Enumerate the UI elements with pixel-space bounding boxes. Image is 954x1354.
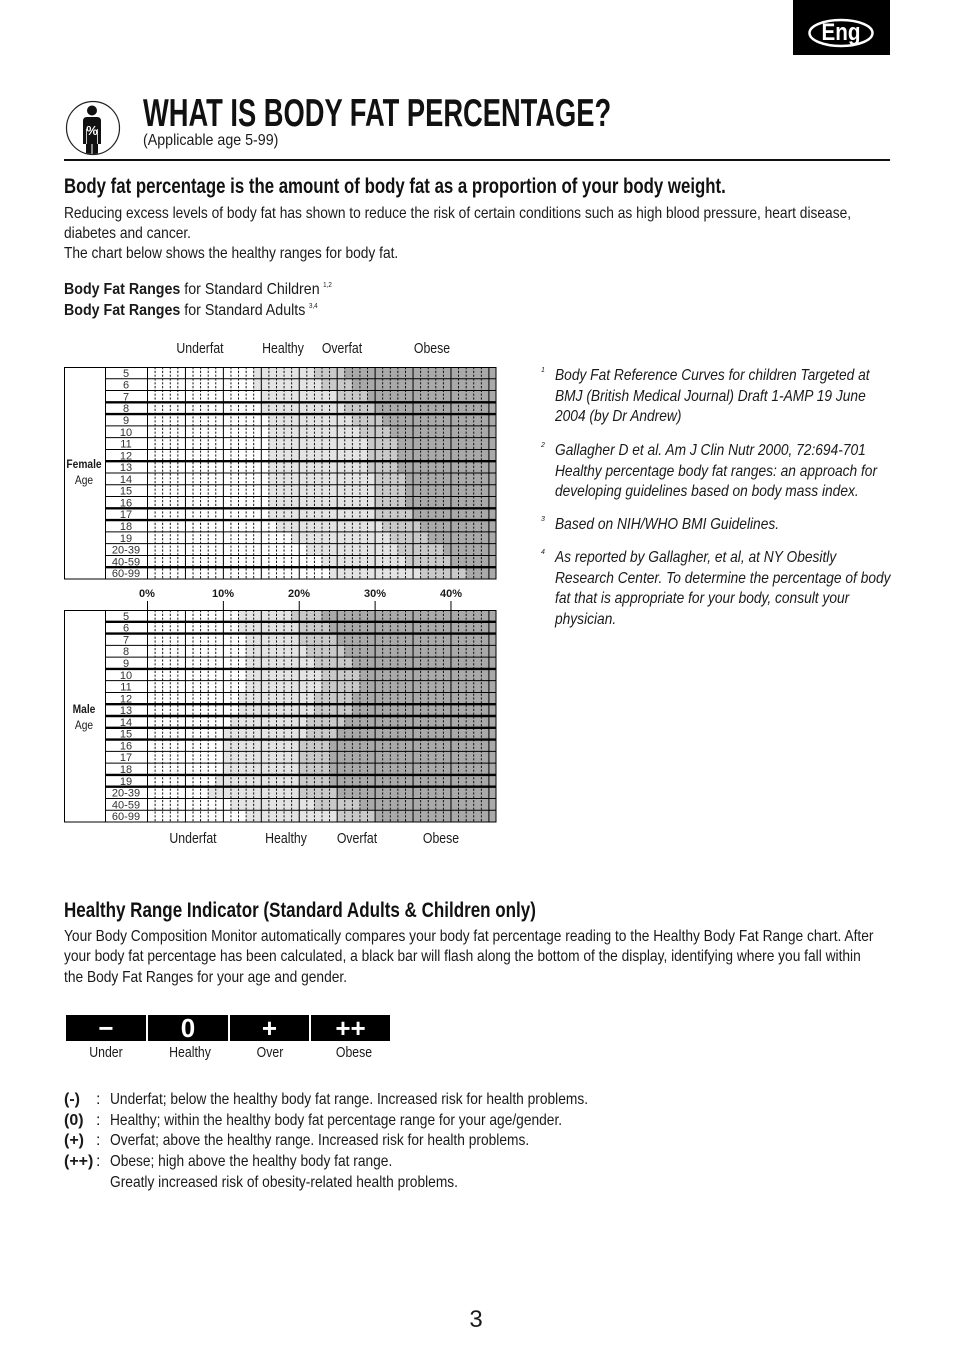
segment-obese	[428, 532, 496, 544]
segment-underfat	[147, 622, 238, 634]
age-label: 40-59	[111, 556, 141, 569]
segment-healthy	[253, 379, 321, 391]
indicator-line: your body fat percentage has been calculated, a black bar will flash along the bottom of the display, identifying where you fall within	[64, 948, 861, 965]
male-body-fat-chart	[64, 610, 497, 823]
age-label: 19	[119, 532, 133, 545]
page-title: WHAT IS BODY FAT PERCENTAGE?	[143, 92, 612, 135]
segment-underfat	[147, 508, 268, 520]
indicator-label-under: Under	[89, 1044, 123, 1061]
footnote-ref: 3,4	[308, 303, 318, 310]
footnote-line: Healthy percentage body fat ranges: an approach for	[555, 462, 878, 480]
chart-label-healthy: Healthy	[265, 830, 307, 847]
legend-separator: :	[96, 1132, 101, 1149]
age-label: 11	[120, 438, 132, 451]
segment-underfat	[147, 449, 268, 461]
age-label: 12	[119, 450, 133, 463]
chart-label-underfat: Underfat	[169, 830, 217, 847]
age-label: 60-99	[111, 568, 141, 580]
ranges-label: Body Fat Ranges	[64, 281, 181, 298]
ranges-adults-line	[64, 297, 318, 321]
segment-obese	[329, 775, 496, 787]
segment-healthy	[246, 669, 322, 681]
segment-overfat	[299, 740, 329, 752]
title-divider	[64, 159, 890, 161]
footnote-line: BMJ (British Medical Journal) Draft 1-AMP 19 June	[555, 387, 866, 405]
x-tick-label: 20%	[287, 588, 311, 600]
intro-line: The chart below shows the healthy ranges for body fat.	[64, 245, 399, 262]
segment-overfat	[344, 402, 374, 414]
indicator-label-healthy: Healthy	[169, 1044, 211, 1061]
intro-line: Reducing excess levels of body fat has shown to reduce the risk of certain conditions such as high blood pressure, heart disease,	[64, 205, 852, 222]
footnote-number: 3	[541, 516, 545, 523]
chart-row	[120, 485, 496, 498]
segment-underfat	[147, 567, 329, 579]
chart-row	[123, 645, 496, 658]
segment-obese	[329, 751, 496, 763]
chart-row	[120, 438, 496, 451]
age-label: 60-99	[111, 811, 141, 823]
legend-key: (0)	[64, 1112, 84, 1129]
footnote-line: 2004 (by Dr Andrew)	[555, 408, 682, 426]
legend-separator: :	[96, 1112, 101, 1129]
segment-obese	[329, 740, 496, 752]
plus-symbol: +	[261, 1013, 278, 1043]
age-label: 17	[119, 752, 133, 765]
segment-healthy	[322, 555, 405, 567]
segment-underfat	[147, 497, 268, 509]
chart-row	[120, 520, 496, 533]
segment-overfat	[299, 634, 337, 646]
segment-underfat	[147, 692, 238, 704]
chart-label-underfat: Underfat	[176, 340, 224, 357]
segment-healthy	[230, 798, 313, 810]
age-label: 10	[119, 426, 133, 439]
segment-overfat	[306, 728, 336, 740]
chart-row	[120, 669, 496, 682]
segment-obese	[367, 391, 496, 403]
age-label: 40-59	[111, 799, 141, 812]
segment-healthy	[246, 645, 307, 657]
ranges-text: for Standard Children	[180, 281, 320, 298]
legend-key: (+)	[64, 1132, 84, 1149]
double-plus-symbol: ++	[335, 1013, 366, 1043]
segment-healthy	[261, 402, 344, 414]
segment-obese	[344, 367, 496, 379]
segment-healthy	[253, 367, 314, 379]
intro-line: diabetes and cancer.	[64, 225, 191, 242]
footnote-line: developing guidelines based on body mass index.	[555, 483, 859, 501]
indicator-line: Your Body Composition Monitor automatically compares your body fat percentage reading to the Healthy Body Fat Range chart. After	[64, 928, 874, 945]
segment-overfat	[375, 497, 405, 509]
segment-healthy	[246, 681, 322, 693]
age-label: 7	[122, 391, 130, 404]
chart-row	[120, 532, 496, 545]
segment-healthy	[238, 704, 314, 716]
segment-obese	[337, 728, 496, 740]
segment-underfat	[147, 544, 306, 556]
legend-key: (-)	[64, 1091, 80, 1108]
segment-underfat	[147, 402, 261, 414]
segment-healthy	[246, 634, 299, 646]
segment-overfat	[299, 751, 329, 763]
segment-healthy	[246, 657, 314, 669]
page-number: 3	[469, 1306, 483, 1333]
segment-overfat	[306, 716, 344, 728]
legend-text: Healthy; within the healthy body fat percentage range for your age/gender.	[110, 1112, 563, 1129]
chart-row	[120, 426, 496, 439]
indicator-label-over: Over	[256, 1044, 284, 1061]
segment-underfat	[147, 716, 230, 728]
segment-overfat	[314, 367, 344, 379]
segment-obese	[359, 681, 496, 693]
segment-obese	[352, 657, 496, 669]
segment-overfat	[299, 763, 329, 775]
segment-healthy	[268, 414, 351, 426]
legend-separator: :	[96, 1153, 101, 1170]
indicator-under-segment	[66, 1015, 146, 1041]
segment-overfat	[306, 645, 344, 657]
segment-overfat	[299, 787, 337, 799]
indicator-healthy-segment	[148, 1015, 228, 1041]
age-label: 13	[119, 462, 133, 475]
segment-obese	[359, 669, 496, 681]
chart-label-obese: Obese	[422, 830, 460, 847]
segment-underfat	[147, 438, 268, 450]
segment-obese	[352, 692, 496, 704]
chart-row	[112, 798, 496, 811]
chart-row	[120, 740, 496, 753]
segment-underfat	[147, 426, 268, 438]
chart-row	[120, 751, 496, 764]
age-label: 14	[119, 473, 133, 486]
segment-obese	[337, 787, 496, 799]
age-label: 20-39	[111, 544, 141, 557]
segment-underfat	[147, 645, 246, 657]
legend-text: Underfat; below the healthy body fat range. Increased risk for health problems.	[110, 1091, 589, 1108]
segment-overfat	[322, 681, 360, 693]
age-label: 5	[122, 610, 130, 623]
chart-row	[123, 634, 496, 647]
female-body-fat-chart	[64, 367, 497, 580]
chart-label-overfat: Overfat	[336, 830, 378, 847]
segment-healthy	[268, 508, 374, 520]
chart-row	[120, 681, 496, 694]
segment-obese	[344, 645, 496, 657]
footnote-line: fat that is appropriate for your body, consult your	[555, 590, 850, 608]
age-label: 20-39	[111, 787, 141, 800]
segment-obese	[359, 798, 496, 810]
x-tick-label: 10%	[211, 588, 235, 600]
segment-obese	[352, 379, 496, 391]
x-tick-label: 0%	[139, 588, 155, 600]
range-indicator-bar	[66, 1015, 391, 1041]
legend-text: Greatly increased risk of obesity-related health problems.	[110, 1174, 458, 1191]
segment-overfat	[375, 473, 405, 485]
male-label: Male	[72, 702, 96, 716]
age-label: 9	[122, 658, 130, 670]
segment-underfat	[147, 798, 230, 810]
age-label: 13	[119, 705, 133, 718]
intro-heading: Body fat percentage is the amount of body fat as a proportion of your body weight.	[64, 175, 726, 198]
age-label: 15	[119, 728, 133, 741]
segment-overfat	[367, 438, 397, 450]
segment-obese	[413, 508, 496, 520]
footnote-number: 4	[541, 549, 545, 556]
body-fat-person-icon	[64, 99, 122, 162]
chart-row	[123, 414, 496, 427]
segment-underfat	[147, 610, 238, 622]
chart-row	[112, 810, 496, 823]
footnote-ref: 1,2	[323, 282, 332, 289]
legend-key: (++)	[64, 1153, 94, 1170]
segment-underfat	[147, 485, 268, 497]
x-tick-label: 30%	[363, 588, 387, 600]
segment-overfat	[367, 449, 397, 461]
segment-healthy	[208, 787, 299, 799]
age-label: 8	[122, 403, 130, 416]
segment-obese	[337, 634, 496, 646]
percent-glyph: %	[86, 123, 98, 138]
segment-underfat	[147, 461, 268, 473]
chart-row	[112, 787, 496, 800]
age-label: 7	[122, 634, 130, 647]
indicator-over-segment	[230, 1015, 309, 1041]
segment-underfat	[147, 555, 322, 567]
footnote-line: Gallagher D et al. Am J Clin Nutr 2000, 72:694-701	[555, 442, 866, 459]
segment-underfat	[147, 787, 208, 799]
legend-text: Overfat; above the healthy range. Increased risk for health problems.	[110, 1132, 530, 1149]
segment-obese	[382, 414, 496, 426]
footnote-line: Body Fat Reference Curves for children Targeted at	[555, 367, 870, 384]
segment-overfat	[291, 610, 321, 622]
segment-underfat	[147, 532, 291, 544]
segment-healthy	[215, 775, 298, 787]
segment-overfat	[314, 657, 352, 669]
age-label: 15	[119, 485, 133, 498]
segment-obese	[344, 716, 496, 728]
female-label: Female	[66, 457, 102, 471]
segment-overfat	[299, 775, 329, 787]
age-label: 9	[122, 415, 130, 427]
age-label: 12	[119, 693, 133, 706]
age-label: 16	[119, 740, 133, 753]
segment-overfat	[390, 532, 428, 544]
segment-overfat	[337, 810, 375, 822]
zero-symbol: 0	[180, 1013, 196, 1043]
indicator-label-obese: Obese	[335, 1044, 373, 1061]
segment-obese	[322, 610, 497, 622]
footnote-line: Based on NIH/WHO BMI Guidelines.	[555, 516, 780, 533]
indicator-heading: Healthy Range Indicator (Standard Adults & Children only)	[64, 899, 536, 922]
legend-text: Obese; high above the healthy body fat range.	[110, 1153, 393, 1170]
age-label: 17	[119, 509, 133, 522]
chart-row	[112, 544, 496, 557]
age-label: 18	[119, 764, 133, 776]
age-label: 19	[119, 775, 133, 788]
indicator-line: the Body Fat Ranges for your age and gender.	[64, 969, 348, 986]
age-label: 18	[119, 521, 133, 533]
footnote-line: physician.	[555, 610, 617, 628]
footnote-number: 1	[541, 367, 545, 374]
age-label: 16	[119, 497, 133, 510]
footnote-number: 2	[541, 442, 545, 449]
segment-underfat	[147, 473, 268, 485]
segment-healthy	[238, 692, 314, 704]
age-label: 8	[122, 646, 130, 659]
segment-underfat	[147, 704, 238, 716]
segment-overfat	[367, 461, 397, 473]
ranges-label: Body Fat Ranges	[64, 302, 181, 319]
chart-label-overfat: Overfat	[321, 340, 363, 357]
segment-obese	[420, 520, 496, 532]
ranges-text: for Standard Adults	[180, 302, 306, 319]
segment-healthy	[306, 544, 397, 556]
segment-overfat	[299, 622, 329, 634]
age-label: 14	[119, 716, 133, 729]
segment-overfat	[352, 414, 382, 426]
segment-obese	[466, 567, 496, 579]
minus-symbol: −	[98, 1013, 114, 1043]
age-label: 6	[122, 379, 130, 392]
segment-obese	[375, 810, 496, 822]
age-axis-label: Age	[74, 718, 94, 732]
age-axis-label: Age	[74, 473, 94, 487]
segment-underfat	[147, 391, 261, 403]
page-subtitle: (Applicable age 5-99)	[143, 132, 279, 149]
segment-healthy	[230, 716, 306, 728]
age-label: 6	[122, 622, 130, 635]
age-label: 11	[120, 681, 132, 694]
indicator-obese-segment	[311, 1015, 390, 1041]
segment-overfat	[322, 669, 360, 681]
segment-underfat	[147, 520, 276, 532]
segment-healthy	[238, 622, 299, 634]
age-label: 5	[122, 367, 130, 380]
legend-separator: :	[96, 1091, 101, 1108]
segment-underfat	[147, 414, 268, 426]
chart-label-obese: Obese	[413, 340, 451, 357]
segment-underfat	[147, 634, 246, 646]
segment-healthy	[223, 728, 306, 740]
chart-row	[112, 567, 496, 580]
age-label: 10	[119, 669, 133, 682]
segment-overfat	[314, 704, 352, 716]
chart-row	[123, 379, 496, 392]
segment-obese	[352, 704, 496, 716]
chart-row	[120, 473, 496, 486]
segment-obese	[329, 622, 496, 634]
segment-healthy	[276, 520, 382, 532]
language-badge	[793, 0, 890, 55]
footnote-line: As reported by Gallagher, et al, at NY Obesitly	[555, 549, 837, 566]
segment-overfat	[375, 508, 413, 520]
chart-label-healthy: Healthy	[262, 340, 304, 357]
chart-row	[120, 461, 496, 474]
segment-underfat	[147, 775, 215, 787]
segment-obese	[375, 402, 496, 414]
chart-row	[123, 367, 496, 380]
segment-healthy	[246, 810, 337, 822]
segment-overfat	[375, 485, 405, 497]
language-label: Eng	[821, 19, 861, 46]
x-tick-label: 40%	[439, 588, 463, 600]
segment-healthy	[268, 426, 359, 438]
segment-overfat	[382, 520, 420, 532]
footnote-line: Research Center. To determine the percentage of body	[555, 569, 891, 587]
segment-overfat	[337, 391, 367, 403]
segment-overfat	[314, 692, 352, 704]
segment-obese	[329, 763, 496, 775]
